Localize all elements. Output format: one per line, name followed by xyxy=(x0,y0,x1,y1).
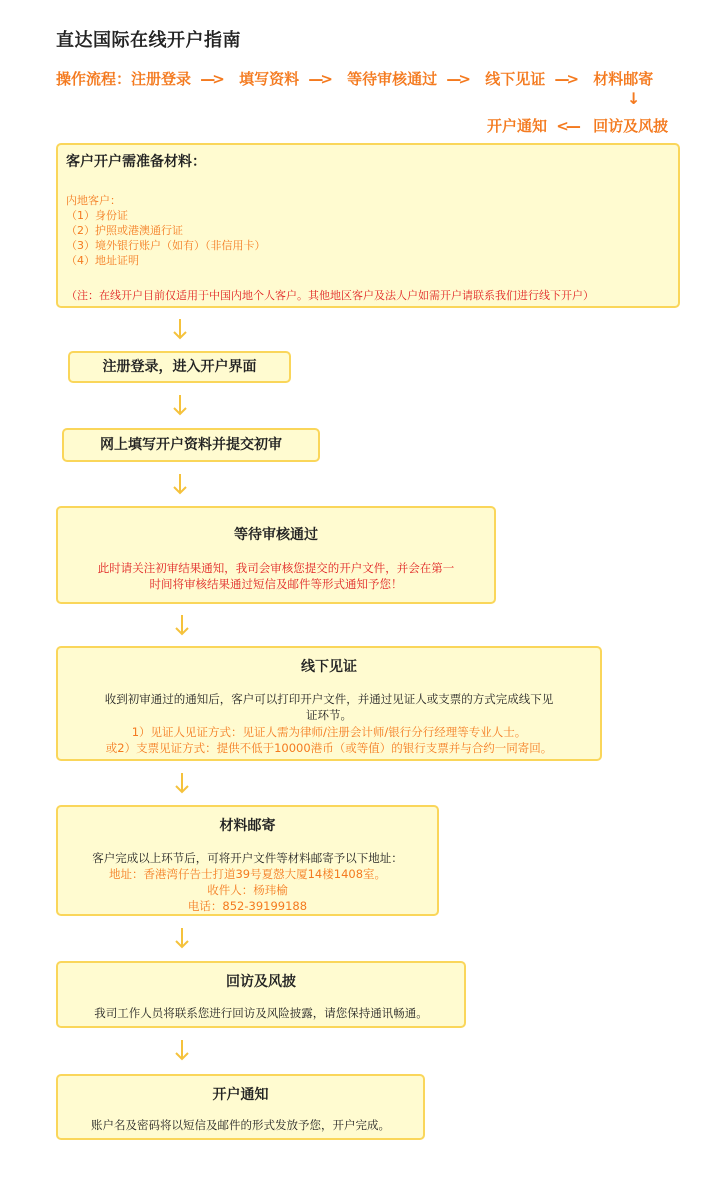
witness-option-2: 或2）支票见证方式：提供不低于10000港币（或等值）的银行支票并与合约一同寄回。 xyxy=(105,741,553,755)
flow-arrow-left: <— xyxy=(556,117,578,135)
process-flow xyxy=(56,69,653,89)
register-step-label: 注册登录，进入开户界面 xyxy=(102,359,257,375)
review-text-line: 时间将审核结果通过短信及邮件等形式通知予您！ xyxy=(149,577,403,591)
materials-box xyxy=(56,143,680,308)
witness-text-line: 证环节。 xyxy=(306,708,352,722)
materials-item: （2）护照或港澳通行证 xyxy=(66,224,183,237)
review-heading: 等待审核通过 xyxy=(234,527,318,543)
callback-heading: 回访及风披 xyxy=(226,974,296,990)
flow-arrow-right: —> xyxy=(446,70,468,88)
notify-step-box xyxy=(56,1074,425,1140)
flow-arrow-down: ↓ xyxy=(627,89,641,108)
flow-arrow-right: —> xyxy=(308,70,330,88)
mail-phone: 电话：852-39199188 xyxy=(187,899,308,913)
mail-step-box xyxy=(56,805,439,916)
materials-item: （4）地址证明 xyxy=(66,254,139,267)
review-text-line: 此时请关注初审结果通知，我司会审核您提交的开户文件，并会在第一 xyxy=(97,561,455,575)
process-flow-return xyxy=(487,116,668,136)
fill-step-label: 网上填写开户资料并提交初审 xyxy=(100,437,282,453)
materials-heading: 客户开户需准备材料： xyxy=(66,154,206,170)
fill-step-box xyxy=(62,428,320,462)
flow-arrow-right: —> xyxy=(554,70,577,88)
materials-note: （注：在线开户目前仅适用于中国内地个人客户。其他地区客户及法人户如需开户请联系我们进行线下开户） xyxy=(66,289,594,302)
flow-step-mail: 材料邮寄 xyxy=(593,70,654,88)
register-step-box xyxy=(68,351,291,383)
callback-text: 我司工作人员将联系您进行回访及风险披露，请您保持通讯畅通。 xyxy=(94,1006,428,1020)
down-arrow-icon xyxy=(174,1039,190,1061)
flow-step-review: 等待审核通过 xyxy=(347,70,438,88)
callback-step-box xyxy=(56,961,466,1028)
page-title: 直达国际在线开户指南 xyxy=(56,30,241,51)
review-step-box xyxy=(56,506,496,604)
mail-address: 地址：香港湾仔告士打道39号夏慤大厦14楼1408室。 xyxy=(108,867,387,881)
notify-heading: 开户通知 xyxy=(212,1087,269,1103)
flow-prefix: 操作流程： xyxy=(56,70,132,88)
flow-arrow-right: —> xyxy=(200,70,222,88)
witness-heading: 线下见证 xyxy=(301,659,357,675)
mail-heading: 材料邮寄 xyxy=(219,818,276,834)
witness-step-box xyxy=(56,646,602,761)
flow-step-notify: 开户通知 xyxy=(487,117,548,135)
notify-text: 账户名及密码将以短信及邮件的形式发放予您，开户完成。 xyxy=(91,1118,390,1132)
flow-step-fill: 填写资料 xyxy=(239,70,300,88)
flow-step-witness: 线下见证 xyxy=(485,70,546,88)
materials-item: （3）境外银行账户（如有）（非信用卡） xyxy=(66,239,266,252)
flow-step-register: 注册登录 xyxy=(131,70,192,88)
witness-option-1: 1）见证人见证方式：见证人需为律师/注册会计师/银行分行经理等专业人士。 xyxy=(131,725,527,739)
down-arrow-icon xyxy=(174,614,190,636)
down-arrow-icon xyxy=(172,473,188,495)
materials-group: 内地客户： xyxy=(66,194,121,207)
mail-intro: 客户完成以上环节后，可将开户文件等材料邮寄予以下地址： xyxy=(92,851,403,865)
flow-step-callback: 回访及风披 xyxy=(593,117,669,135)
down-arrow-icon xyxy=(174,772,190,794)
materials-item: （1）身份证 xyxy=(66,209,128,222)
witness-text-line: 收到初审通过的通知后，客户可以打印开户文件，并通过见证人或支票的方式完成线下见 xyxy=(104,692,554,706)
down-arrow-icon xyxy=(172,318,188,340)
down-arrow-icon xyxy=(172,394,188,416)
down-arrow-icon xyxy=(174,927,190,949)
mail-recipient: 收件人：杨玮榆 xyxy=(207,883,288,897)
